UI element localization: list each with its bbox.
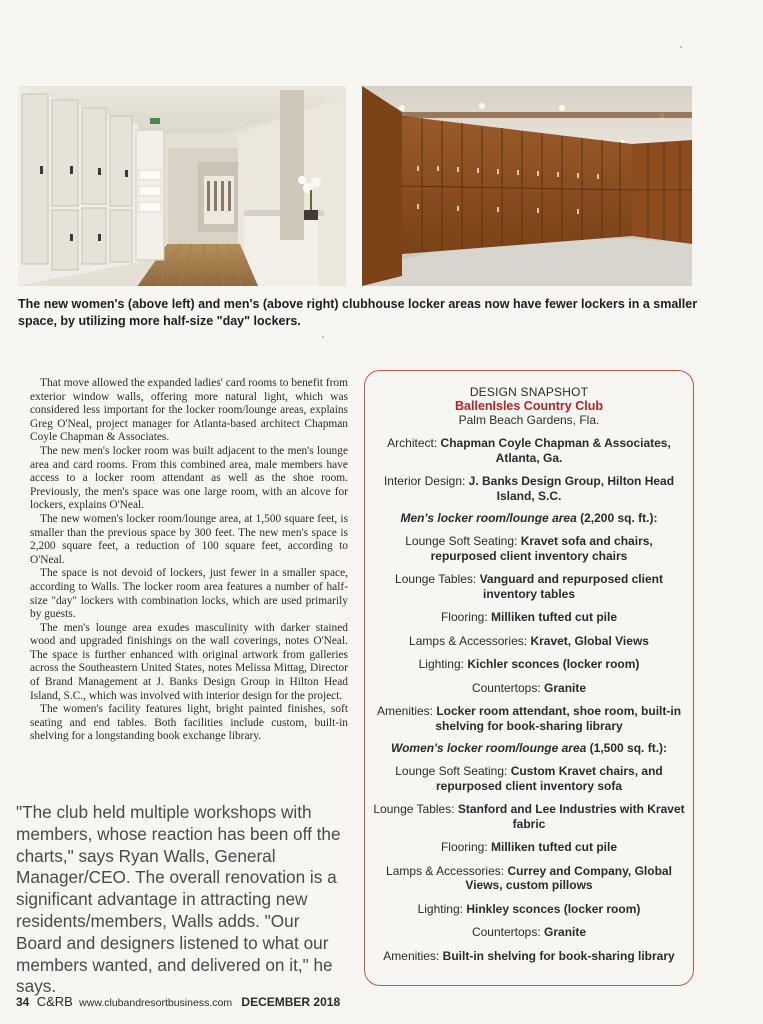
snapshot-entry bbox=[365, 840, 693, 855]
entry-label: Lamps & Accessories: bbox=[409, 633, 528, 648]
body-paragraph: The men's lounge area exudes masculinity with darker stained wood and upgraded finishings on the wall coverings, notes O'Neal. The space is further enhanced with original artwork from galleries across the Southeastern United States, notes Melissa Mittag, Director of Brand Management at J. Banks Design Group in Hilton Head Island, S.C., which was involved with interior design for the project. bbox=[30, 621, 348, 702]
entry-value: Stanford and Lee Industries with Kravet fabric bbox=[457, 802, 685, 831]
interior-design-entry bbox=[365, 474, 693, 503]
design-snapshot-box bbox=[364, 370, 694, 986]
mens-entries bbox=[365, 534, 693, 733]
entry-value: Chapman Coyle Chapman & Associates, Atlanta, Ga. bbox=[440, 436, 671, 465]
snapshot-header bbox=[365, 385, 693, 427]
snapshot-entry bbox=[365, 864, 693, 893]
snapshot-entry bbox=[365, 534, 693, 563]
photo-caption: The new women's (above left) and men's (above right) clubhouse locker areas now have fewer lockers in a smaller space, by utilizing more half-size "day" lockers. bbox=[18, 297, 698, 328]
issue-date: DECEMBER 2018 bbox=[241, 995, 341, 1009]
page-footer bbox=[16, 994, 340, 1009]
entry-label: Lounge Tables: bbox=[395, 572, 477, 586]
article-body bbox=[30, 377, 348, 744]
section-title: Men's locker room/lounge area bbox=[400, 511, 577, 525]
club-location: Palm Beach Gardens, Fla. bbox=[458, 413, 600, 427]
snapshot-entry bbox=[365, 949, 693, 964]
snapshot-entry bbox=[365, 925, 693, 940]
womens-section-heading bbox=[365, 741, 693, 755]
entry-value: Granite bbox=[544, 680, 587, 695]
snapshot-entry bbox=[365, 902, 693, 917]
entry-label: Countertops: bbox=[471, 925, 541, 939]
website-link[interactable]: www.clubandresortbusiness.com bbox=[79, 997, 233, 1009]
entry-value: Hinkley sconces (locker room) bbox=[466, 901, 641, 916]
architect-entry bbox=[365, 436, 693, 465]
entry-value: Currey and Company, Global Views, custom pillows bbox=[465, 863, 672, 892]
entry-value: Kravet, Global Views bbox=[530, 633, 649, 648]
publication-brand: C&RB bbox=[36, 994, 73, 1009]
entry-label: Lamps & Accessories: bbox=[386, 863, 505, 878]
entry-value: Built-in shelving for book-sharing library bbox=[442, 948, 675, 963]
womens-locker-photo bbox=[18, 86, 346, 286]
entry-value: Kichler sconces (locker room) bbox=[467, 657, 640, 671]
body-paragraph: The women's facility features light, bright painted finishes, soft seating and end tables. Both facilities include custom, built-in shelving for a longstanding book exchange library. bbox=[30, 703, 348, 743]
mens-section-heading bbox=[365, 511, 693, 525]
entry-label: Lighting: bbox=[418, 657, 464, 671]
entry-value: Custom Kravet chairs, and repurposed client inventory sofa bbox=[435, 764, 663, 793]
page-number: 34 bbox=[16, 995, 30, 1009]
entry-label: Flooring: bbox=[440, 840, 488, 854]
entry-value: Granite bbox=[544, 925, 587, 939]
entry-label: Lounge Soft Seating: bbox=[395, 764, 508, 778]
section-title: Women's locker room/lounge area bbox=[390, 741, 587, 755]
entry-label: Flooring: bbox=[440, 610, 488, 624]
snapshot-entry bbox=[365, 681, 693, 696]
entry-label: Lighting: bbox=[417, 901, 463, 916]
entry-value: Locker room attendant, shoe room, built-in shelving for book-sharing library bbox=[435, 704, 682, 733]
entry-value: J. Banks Design Group, Hilton Head Island, S.C. bbox=[468, 474, 675, 503]
entry-value: Milliken tufted cut pile bbox=[491, 610, 618, 624]
entry-label: Amenities: bbox=[383, 948, 440, 963]
body-paragraph: The space is not devoid of lockers, just fewer in a smaller space, according to Walls. The locker room area features a number of half-size "day" lockers with combination locks, which are used primarily by guests. bbox=[30, 567, 348, 621]
entry-value: Kravet sofa and chairs, repurposed client inventory chairs bbox=[430, 534, 653, 563]
scan-speck bbox=[322, 336, 324, 338]
pull-quote: "The club held multiple workshops with members, whose reaction has been off the charts," says Ryan Walls, General Manager/CEO. The overall renovation is a significant advantage in attracting new residents/members, Walls adds. "Our Board and designers listened to what our members wanted, and delivered on it," he says. bbox=[16, 802, 341, 997]
entry-value: Milliken tufted cut pile bbox=[491, 840, 618, 854]
entry-label: Lounge Soft Seating: bbox=[405, 534, 518, 548]
body-paragraph: That move allowed the expanded ladies' card rooms to benefit from exterior window walls, offering more natural light, which was considered less important for the locker room/lounge areas, explains Greg O'Neal, project manager for Atlanta-based architect Chapman Coyle Chapman & Associates. bbox=[30, 377, 348, 444]
mens-locker-photo bbox=[362, 86, 692, 286]
snapshot-entry bbox=[365, 657, 693, 672]
body-paragraph: The new men's locker room was built adjacent to the men's lounge area and card rooms. From this combined area, male members have access to a locker room attendant as well as the shoe room. Previously, the men's space was one large room, with an alcove for lockers, explains O'Neal. bbox=[30, 444, 348, 512]
entry-label: Amenities: bbox=[376, 704, 433, 718]
scan-speck bbox=[680, 46, 682, 48]
section-sqft: (1,500 sq. ft.): bbox=[589, 741, 668, 755]
womens-entries bbox=[365, 764, 693, 963]
snapshot-entry bbox=[365, 802, 693, 831]
snapshot-entry bbox=[365, 704, 693, 733]
entry-label: Countertops: bbox=[471, 680, 541, 695]
snapshot-entry bbox=[365, 610, 693, 625]
club-name: BallenIsles Country Club bbox=[455, 399, 603, 413]
snapshot-entry bbox=[365, 572, 693, 601]
snapshot-title: DESIGN SNAPSHOT bbox=[469, 385, 589, 399]
entry-label: Interior Design: bbox=[383, 474, 466, 488]
snapshot-entry bbox=[365, 764, 693, 793]
snapshot-entry bbox=[365, 634, 693, 649]
entry-label: Architect: bbox=[387, 436, 438, 450]
body-paragraph: The new women's locker room/lounge area, at 1,500 square feet, is smaller than the previous space by 300 feet. The new men's space is 2,200 square feet, a reduction of 100 square feet, according to O'Neal. bbox=[30, 512, 348, 566]
entry-label: Lounge Tables: bbox=[373, 802, 455, 816]
entry-value: Vanguard and repurposed client inventory tables bbox=[479, 572, 663, 601]
section-sqft: (2,200 sq. ft.): bbox=[580, 511, 658, 525]
